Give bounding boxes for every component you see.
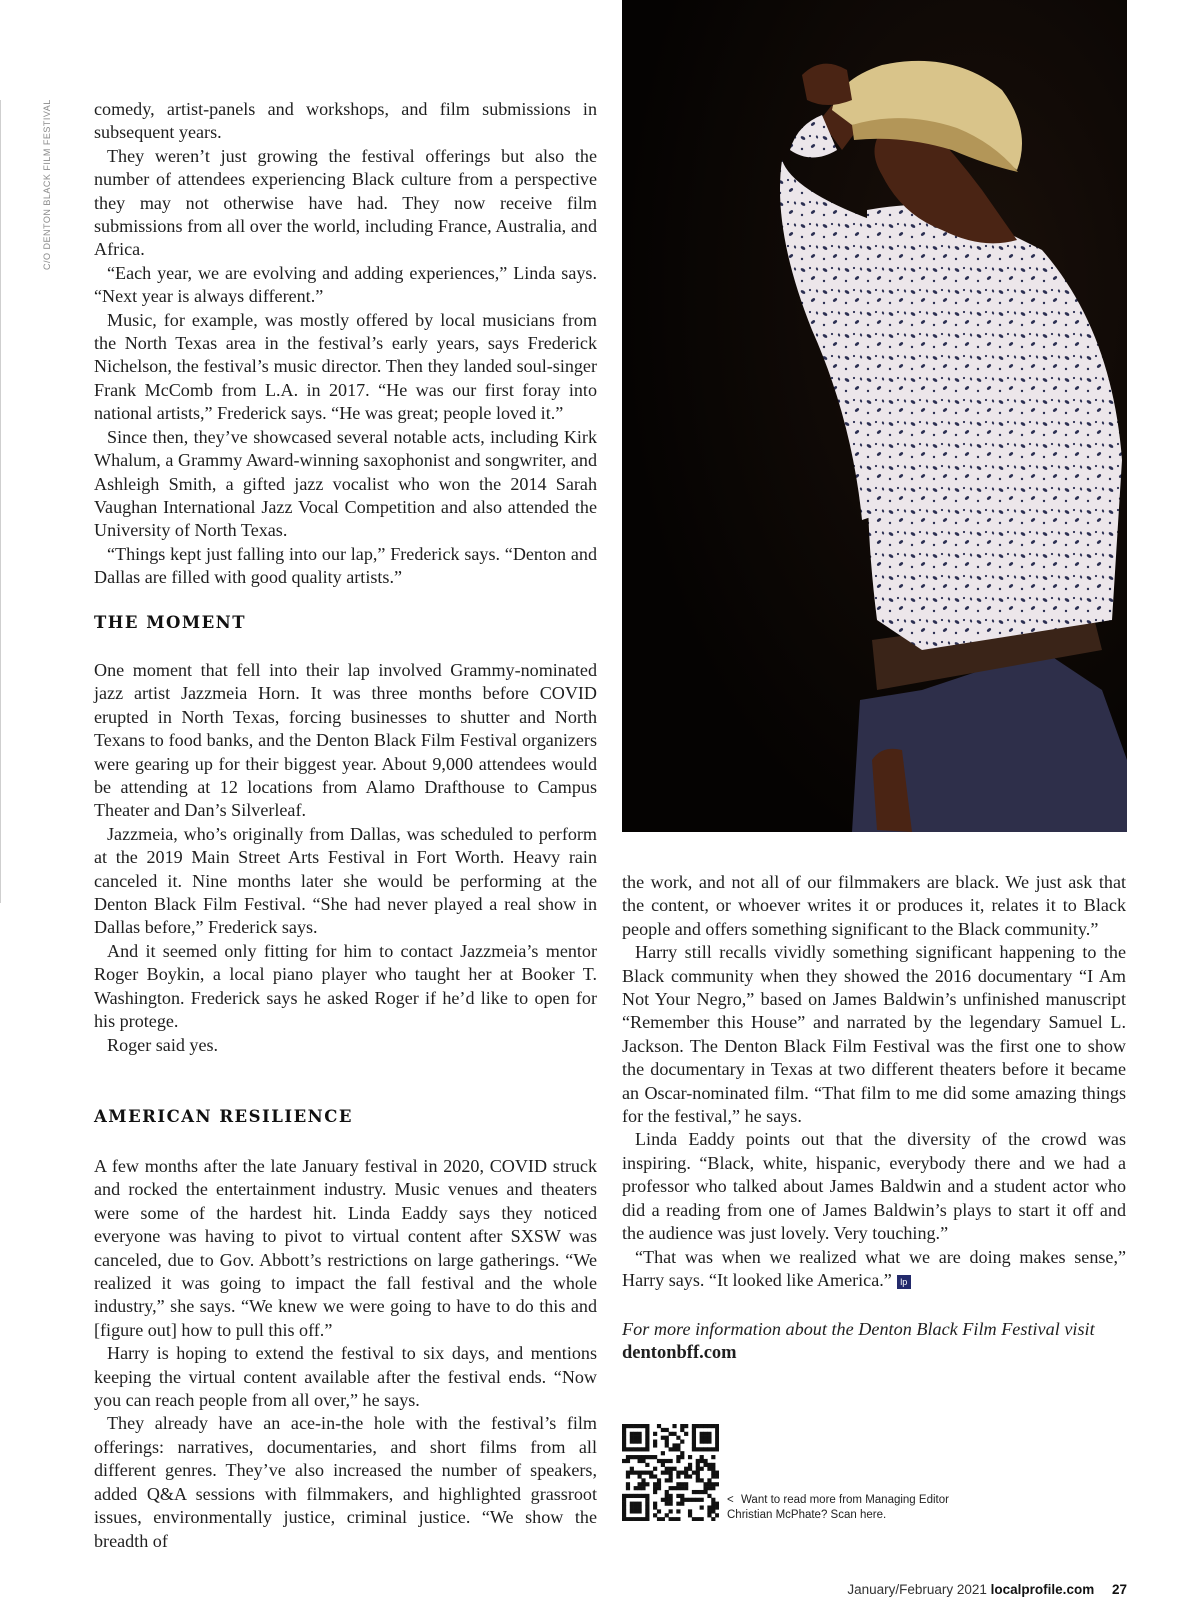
left-column-intro (94, 98, 597, 590)
performer-photo (622, 0, 1127, 832)
paragraph: They weren’t just growing the festival offerings but also the number of attendees experiencing Black culture from a perspective they may not otherwise have had. They now receive film submissions from all over the world, including France, Australia, and Africa. (94, 145, 597, 260)
page-number: 27 (1111, 1582, 1127, 1597)
paragraph: comedy, artist-panels and workshops, and film submissions in subsequent years. (94, 99, 597, 143)
qr-caption-text: Want to read more from Managing Editor Christian McPhate? Scan here. (727, 1494, 949, 1521)
paragraph: Roger said yes. (107, 1034, 219, 1055)
paragraph (622, 1246, 1126, 1293)
paragraph: Linda Eaddy points out that the diversity of the crowd was inspiring. “Black, white, hispanic, everybody there and we had a professor who talked about James Baldwin and a student actor who did a reading from one of James Baldwin’s plays to start it off and the audience was just lovely. Very touching.” (622, 1129, 1126, 1244)
paragraph: Harry is hoping to extend the festival to six days, and mentions keeping the virtual content available after the festival ends. “Now you can reach people from all over,” he says. (94, 1343, 597, 1411)
end-mark-icon: lp (897, 1275, 911, 1289)
right-column (622, 871, 1126, 1292)
closing-quote: “That was when we realized what we are doing makes sense,” Harry says. “It looked like America.” (622, 1246, 1126, 1290)
section-heading-moment: THE MOMENT (94, 613, 247, 632)
paragraph: the work, and not all of our filmmakers are black. We just ask that the content, or whoever writes it or produces it, relates it to Black people and offers something significant to the Black community.” (622, 872, 1126, 939)
paragraph: Jazzmeia, who’s originally from Dallas, was scheduled to perform at the 2019 Main Street Arts Festival in Fort Worth. Heavy rain canceled it. Nine months later she would be performing at the Denton Black Film Festival. “She had never played a real show in Dallas before,” Frederick says. (94, 823, 597, 938)
qr-code[interactable] (622, 1424, 719, 1521)
paragraph: They already have an ace-in-the hole with the festival’s film offerings: narratives, documentaries, and short films from all different genres. They’ve also increased the number of speakers, added Q&A sessions with filmmakers, and highlighted grassroot issues, environmentally justice, criminal justice. “We show the breadth of (94, 1413, 597, 1551)
qr-caption (727, 1493, 987, 1523)
more-info-text: For more information about the Denton Black Film Festival visit (622, 1319, 1095, 1339)
paragraph: Music, for example, was mostly offered by local musicians from the North Texas area in the festival’s early years, says Frederick Nichelson, the festival’s music director. Then they landed soul-singer Frank McComb from L.A. in 2017. “He was our first foray into national artists,” Frederick says. “He was great; people loved it.” (94, 309, 597, 424)
dancer-illustration (622, 0, 1127, 832)
issue-date: January/February 2021 (847, 1582, 987, 1597)
footer-site: localprofile.com (990, 1582, 1095, 1597)
paragraph: A few months after the late January festival in 2020, COVID struck and rocked the entertainment industry. Music venues and theaters were some of the hardest hit. Linda Eaddy says they noticed everyone was having to pivot to virtual content after SXSW was canceled, due to Gov. Abbott’s restrictions on large gatherings. “We realized it was going to impact the fall festival and the whole industry,” she says. “We knew we were going to have to do this and [figure out] how to pull this off.” (94, 1156, 597, 1340)
paragraph: Harry still recalls vividly something significant happening to the Black community when they showed the 2016 documentary “I Am Not Your Negro,” based on James Baldwin’s unfinished manuscript “Remember this House” and narrated by the legendary Samuel L. Jackson. The Denton Black Film Festival was the first one to show the documentary in Texas at two different theaters before it became an Oscar-nominated film. “That film to me did some amazing things for the festival,” he says. (622, 942, 1126, 1127)
festival-website-link[interactable]: dentonbff.com (622, 1342, 737, 1363)
paragraph: One moment that fell into their lap involved Grammy-nominated jazz artist Jazzmeia Horn. It was three months before COVID erupted in North Texas, forcing businesses to shutter and North Texans to food banks, and the Denton Black Film Festival organizers were gearing up for their biggest year. About 9,000 attendees would be attending at 12 locations from Alamo Drafthouse to Campus Theater and Dan’s Silverleaf. (94, 660, 597, 821)
photo-credit: C/O DENTON BLACK FILM FESTIVAL (42, 99, 52, 270)
margin-rule (0, 100, 1, 903)
section-moment-body (94, 659, 597, 1057)
paragraph: And it seemed only fitting for him to contact Jazzmeia’s mentor Roger Boykin, a local piano player who taught her at Booker T. Washington. Frederick says he asked Roger if he’d like to open for his protege. (94, 940, 597, 1032)
paragraph: Since then, they’ve showcased several notable acts, including Kirk Whalum, a Grammy Award-winning saxophonist and songwriter, and Ashleigh Smith, a gifted jazz vocalist who won the 2014 Sarah Vaughan International Jazz Vocal Competition and also attended the University of North Texas. (94, 426, 597, 541)
page-footer (847, 1582, 1127, 1597)
section-resilience-body (94, 1155, 597, 1553)
left-arrow-icon: < (727, 1494, 734, 1506)
paragraph: “Things kept just falling into our lap,” Frederick says. “Denton and Dallas are filled with good quality artists.” (94, 543, 597, 588)
more-info (622, 1318, 1126, 1365)
section-heading-resilience: AMERICAN RESILIENCE (94, 1107, 353, 1126)
paragraph: “Each year, we are evolving and adding experiences,” Linda says. “Next year is always different.” (94, 262, 597, 307)
